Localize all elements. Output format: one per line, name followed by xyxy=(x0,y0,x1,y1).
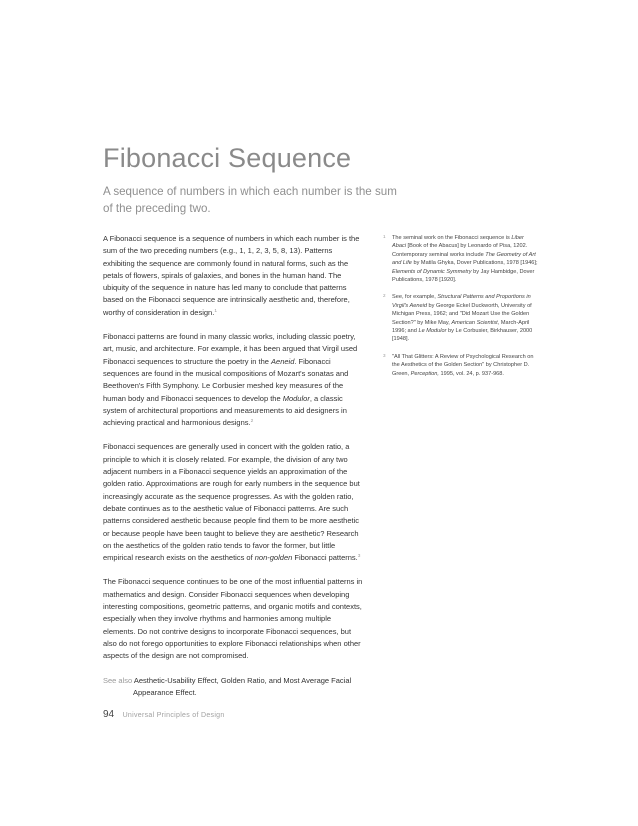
p2-italic-aeneid: Aeneid xyxy=(271,356,295,366)
footnote-ref-2: 2 xyxy=(250,419,254,425)
see-also xyxy=(103,675,365,700)
page-subtitle: A sequence of numbers in which each number is the sum of the preceding two. xyxy=(103,185,397,215)
footnote-1-text-c: by Matila Ghyka, Dover Publications, 1978 [1946]; xyxy=(411,260,538,267)
p2-text-c: , a classic system of architectural proportions and measurements to aid designers in achieving practical and harmonious designs. xyxy=(103,393,347,428)
see-also-label: See also xyxy=(103,675,133,685)
footnote-ref-3: 3 xyxy=(357,554,361,560)
main-text-column xyxy=(103,233,365,711)
footnote-1-text-b: [Book of the Abacus] by Leonardo of Pisa, 1202. Contemporary seminal works include xyxy=(392,243,528,258)
footnote-2-text-b: by George Eckel Duckworth, University of Michigan Press, 1962; and "Did Mozart Use the Golden Section?" by Mike May, xyxy=(392,302,532,326)
p2-italic-modulor: Modulor xyxy=(282,393,310,403)
footnote-1 xyxy=(383,234,538,284)
footnote-1-italic-a: Liber Abaci xyxy=(392,235,524,250)
body-paragraph-1 xyxy=(103,233,365,319)
body-paragraph-2 xyxy=(103,331,365,429)
p3-text-b: Fibonacci patterns. xyxy=(292,553,358,563)
p1-text: A Fibonacci sequence is a sequence of numbers in which each number is the sum of the two preceding numbers (e.g., 1, 1, 2, 3, 5, 8, 13). Patterns exhibiting the sequence are commonly found in natural forms, such as the petals of flowers, spirals of galaxies, and bones in the human hand. The ubiquity of the sequence in nature has led many to conclude that patterns based on the Fibonacci sequence are intrinsically aesthetic and, therefore, worthy of consideration in design. xyxy=(103,234,360,317)
footnote-2-text-d: by Le Corbusier, Birkhauser, 2000 [1948]. xyxy=(392,328,533,343)
footnote-1-italic-c: Elements of Dynamic Symmetry xyxy=(392,268,472,275)
footnote-ref-1: 1 xyxy=(214,308,217,314)
page-footer xyxy=(103,704,225,722)
footnote-3 xyxy=(383,353,538,378)
body-paragraph-4: The Fibonacci sequence continues to be one of the most influential patterns in mathematics and design. Consider Fibonacci sequences when developing interesting compositions, geometric patterns, and organic motifs and contexts, especially when they involve rhythms and harmonies among multiple elements. Do not contrive designs to incorporate Fibonacci sequences, but also do not forego opportunities to explore Fibonacci relationships when other aspects of the design are not compromised. xyxy=(103,577,363,661)
footnote-2-italic-c: Le Modulor xyxy=(418,328,447,335)
footnote-3-italic-a: Perception, xyxy=(410,370,439,377)
footnote-2-italic-a: Structural Patterns and Proportions in Virgil's Aeneid xyxy=(392,294,531,309)
see-also-line-1: Aesthetic-Usability Effect, Golden Ratio, and Most Average Facial xyxy=(132,675,352,685)
footnote-1-text-d: by Jay Hambidge, Dover Publications, 1978 [1920]. xyxy=(392,268,535,284)
footnote-number: 1 xyxy=(383,234,386,239)
p2-text-a: Fibonacci patterns are found in many classic works, including classic poetry, art, music, and architecture. For example, it has been argued that Virgil used Fibonacci sequences to structure the poetry in the xyxy=(103,332,358,366)
see-also-line-2: Appearance Effect. xyxy=(133,687,197,697)
footnote-3-text-a: "All That Glitters: A Review of Psychological Research on the Aesthetics of the Golden Section" by Christopher D. Green, xyxy=(392,353,534,377)
footnote-2-text-c: March-April 1996; and xyxy=(392,319,530,335)
p2-text-b: . Fibonacci sequences are found in the musical compositions of Mozart's sonatas and Beethoven's Fifth Symphony. Le Corbusier meshed key measures of the human body and Fibonacci sequences to develop the xyxy=(103,356,349,403)
footnote-2-text-a: See, for example, xyxy=(392,294,438,301)
book-title: Universal Principles of Design xyxy=(122,712,225,719)
body-paragraph-3 xyxy=(103,441,365,564)
footnote-2-italic-b: American Scientist, xyxy=(451,319,500,326)
footnote-number: 3 xyxy=(383,352,386,358)
footnote-1-text-a: The seminal work on the Fibonacci sequence is xyxy=(392,235,512,241)
footnote-1-italic-b: The Geometry of Art and Life xyxy=(392,251,536,267)
footnote-2 xyxy=(383,293,538,343)
page-number: 94 xyxy=(103,709,115,720)
p3-text-a: Fibonacci sequences are generally used in concert with the golden ratio, a principle to which it is closely related. For example, the division of any two adjacent numbers in a Fibonacci sequence yields an approximation of the golden ratio. Approximations are rough for early numbers in the sequence but increasingly accurate as the sequence progresses. As with the golden ratio, debate continues as to the aesthetic value of Fibonacci patterns. Are such patterns considered aesthetic because people find them to be more aesthetic or because people have been taught to believe they are aesthetic? Research on the aesthetics of the golden ratio tends to favor the former, but little empirical research exists on the aesthetics of xyxy=(103,442,360,563)
footnote-3-text-b: 1995, vol. 24, p. 937-968. xyxy=(438,370,504,377)
p3-italic-non-golden: non-golden xyxy=(254,553,293,563)
footnote-number: 2 xyxy=(383,293,386,299)
footnotes-column xyxy=(383,234,538,387)
page-title: Fibonacci Sequence xyxy=(103,143,352,173)
